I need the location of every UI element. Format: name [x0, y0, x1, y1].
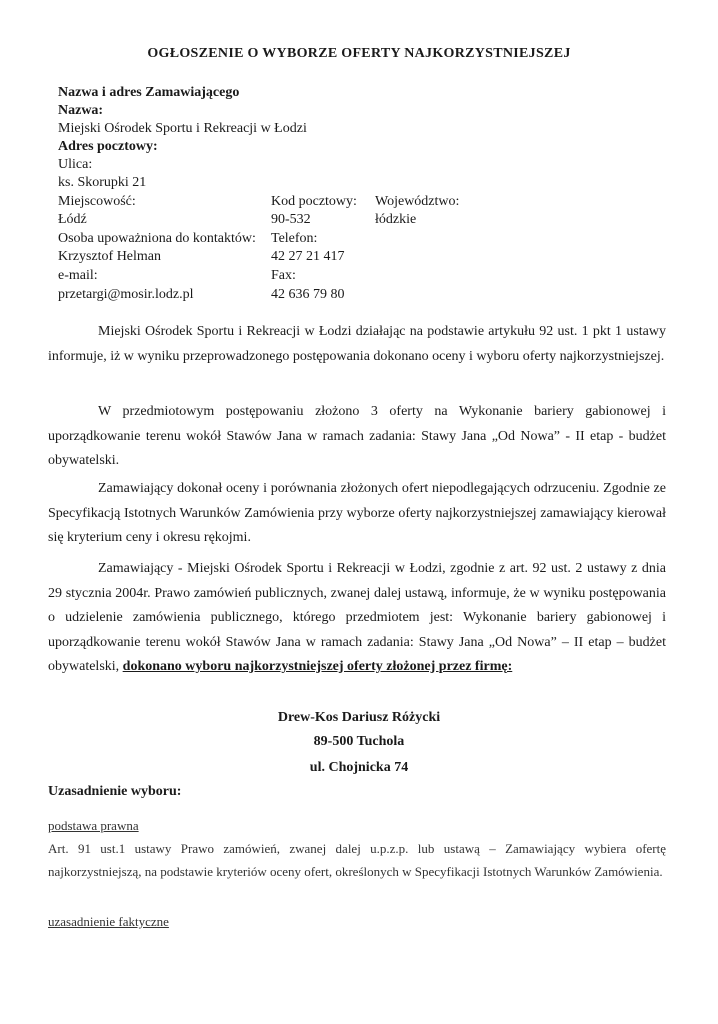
miejscowosc-label: Miejscowość:: [58, 194, 136, 209]
selected-offer-statement: dokonano wyboru najkorzystniejszej oferty złożonej przez firmę:: [122, 659, 513, 674]
page-title: OGŁOSZENIE O WYBORZE OFERTY NAJKORZYSTNIEJSZEJ: [147, 46, 571, 61]
contractor-city: 89-500 Tuchola: [313, 734, 405, 749]
telefon-value: 42 27 21 417: [271, 249, 345, 264]
email-label: e-mail:: [58, 268, 98, 283]
kod-label: Kod pocztowy:: [271, 194, 357, 209]
contractor-name: Drew-Kos Dariusz Różycki: [277, 710, 441, 725]
podstawa-prawna-label: podstawa prawna: [48, 818, 139, 833]
uzasadnienie-heading: Uzasadnienie wyboru:: [48, 784, 182, 799]
adres-label: Adres pocztowy:: [58, 139, 158, 154]
miejscowosc-value: Łódź: [58, 212, 87, 227]
nazwa-label: Nazwa:: [58, 103, 104, 118]
wojewodztwo-value: łódzkie: [375, 212, 417, 227]
zamawiajacy-heading: Nazwa i adres Zamawiającego: [58, 85, 240, 100]
ulica-value: ks. Skorupki 21: [58, 175, 147, 190]
osoba-value: Krzysztof Helman: [58, 249, 162, 264]
paragraph-4: Zamawiający - Miejski Ośrodek Sportu i Rekreacji w Łodzi, zgodnie z art. 92 ust. 2 ustawy z dnia 29 stycznia 2004r. Prawo zamówień publicznych, zwanej dalej ustawą, informuje, że w wyniku postępowania o udzielenie zamówienia publicznego, którego przedmiotem jest: Wykonanie bariery gabionowej i uporządkowanie terenu wokół Stawów Jana w ramach zadania: Stawy Jana „Od Nowa” – II etap – budżet obywatelski, dokonano wyboru najkorzystniejszej oferty złożonej przez firmę:: [48, 561, 666, 674]
fax-label: Fax:: [271, 268, 296, 283]
telefon-label: Telefon:: [271, 231, 318, 246]
uzasadnienie-faktyczne-label: uzasadnienie faktyczne: [48, 914, 169, 929]
osoba-label: Osoba upoważniona do kontaktów:: [58, 231, 256, 246]
contractor-street: ul. Chojnicka 74: [309, 760, 409, 775]
ulica-label: Ulica:: [58, 157, 93, 172]
fax-value: 42 636 79 80: [271, 287, 345, 302]
email-value: przetargi@mosir.lodz.pl: [58, 287, 194, 302]
wojewodztwo-label: Województwo:: [375, 194, 460, 209]
paragraph-1: Miejski Ośrodek Sportu i Rekreacji w Łodzi działając na podstawie artykułu 92 ust. 1 pkt 1 ustawy informuje, iż w wyniku przeprowadzonego postępowania dokonano oceny i wyboru oferty najkorzystniejszej.: [48, 324, 666, 364]
paragraph-3: Zamawiający dokonał oceny i porównania złożonych ofert niepodlegających odrzuceniu. Zgodnie ze Specyfikacją Istotnych Warunków Zamówienia przy wyborze oferty najkorzystniejszej zamawiający kierował się kryterium ceny i okresu rękojmi.: [48, 481, 666, 545]
kod-value: 90-532: [271, 212, 311, 227]
paragraph-2: W przedmiotowym postępowaniu złożono 3 oferty na Wykonanie bariery gabionowej i uporządkowanie terenu wokół Stawów Jana w ramach zadania: Stawy Jana „Od Nowa” - II etap - budżet obywatelski.: [48, 404, 666, 468]
podstawa-prawna-text: Art. 91 ust.1 ustawy Prawo zamówień, zwanej dalej u.p.z.p. lub ustawą – Zamawiający wybiera ofertę najkorzystniejszą, na podstawie kryteriów oceny ofert, określonych w Specyfikacji Istotnych Warunków Zamówienia.: [48, 841, 666, 879]
nazwa-value: Miejski Ośrodek Sportu i Rekreacji w Łodzi: [58, 121, 307, 136]
